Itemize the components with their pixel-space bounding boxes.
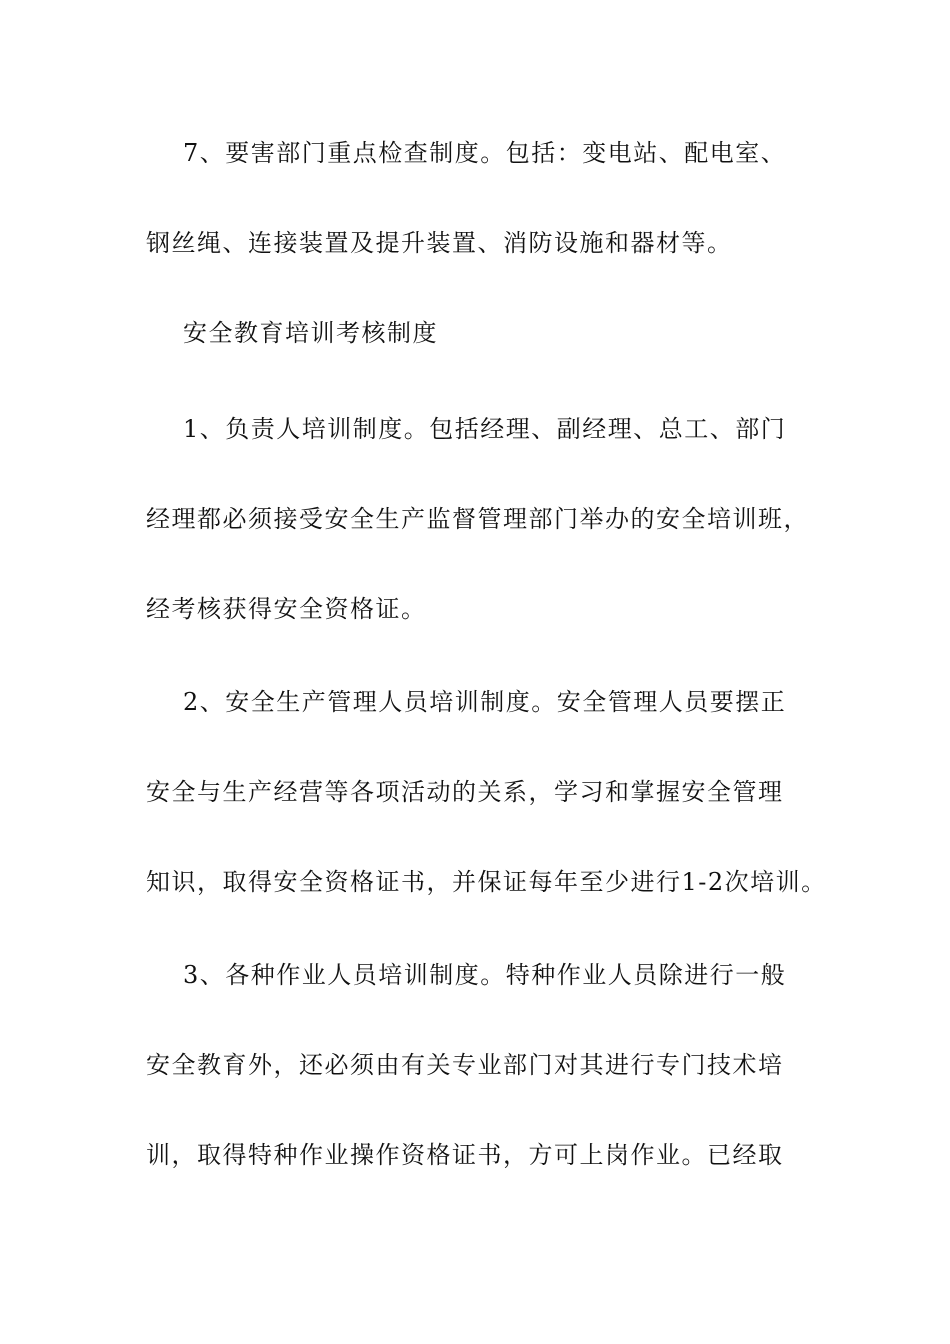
text-line: 2、安全生产管理人员培训制度。安全管理人员要摆正 (183, 688, 787, 716)
text-line: 7、要害部门重点检查制度。包括：变电站、配电室、 (183, 139, 787, 167)
text-line: 知识，取得安全资格证书，并保证每年至少进行1-2次培训。 (146, 868, 827, 896)
section-heading: 安全教育培训考核制度 (183, 319, 438, 347)
text-line: 安全教育外，还必须由有关专业部门对其进行专门技术培 (146, 1051, 784, 1079)
text-line: 1、负责人培训制度。包括经理、副经理、总工、部门 (183, 415, 787, 443)
text-line: 经考核获得安全资格证。 (146, 595, 427, 623)
text-line: 3、各种作业人员培训制度。特种作业人员除进行一般 (183, 961, 787, 989)
text-line: 钢丝绳、连接装置及提升装置、消防设施和器材等。 (146, 229, 733, 257)
text-line: 安全与生产经营等各项活动的关系，学习和掌握安全管理 (146, 778, 784, 806)
text-line: 训，取得特种作业操作资格证书，方可上岗作业。已经取 (146, 1141, 784, 1169)
text-line: 经理都必须接受安全生产监督管理部门举办的安全培训班， (146, 505, 809, 533)
